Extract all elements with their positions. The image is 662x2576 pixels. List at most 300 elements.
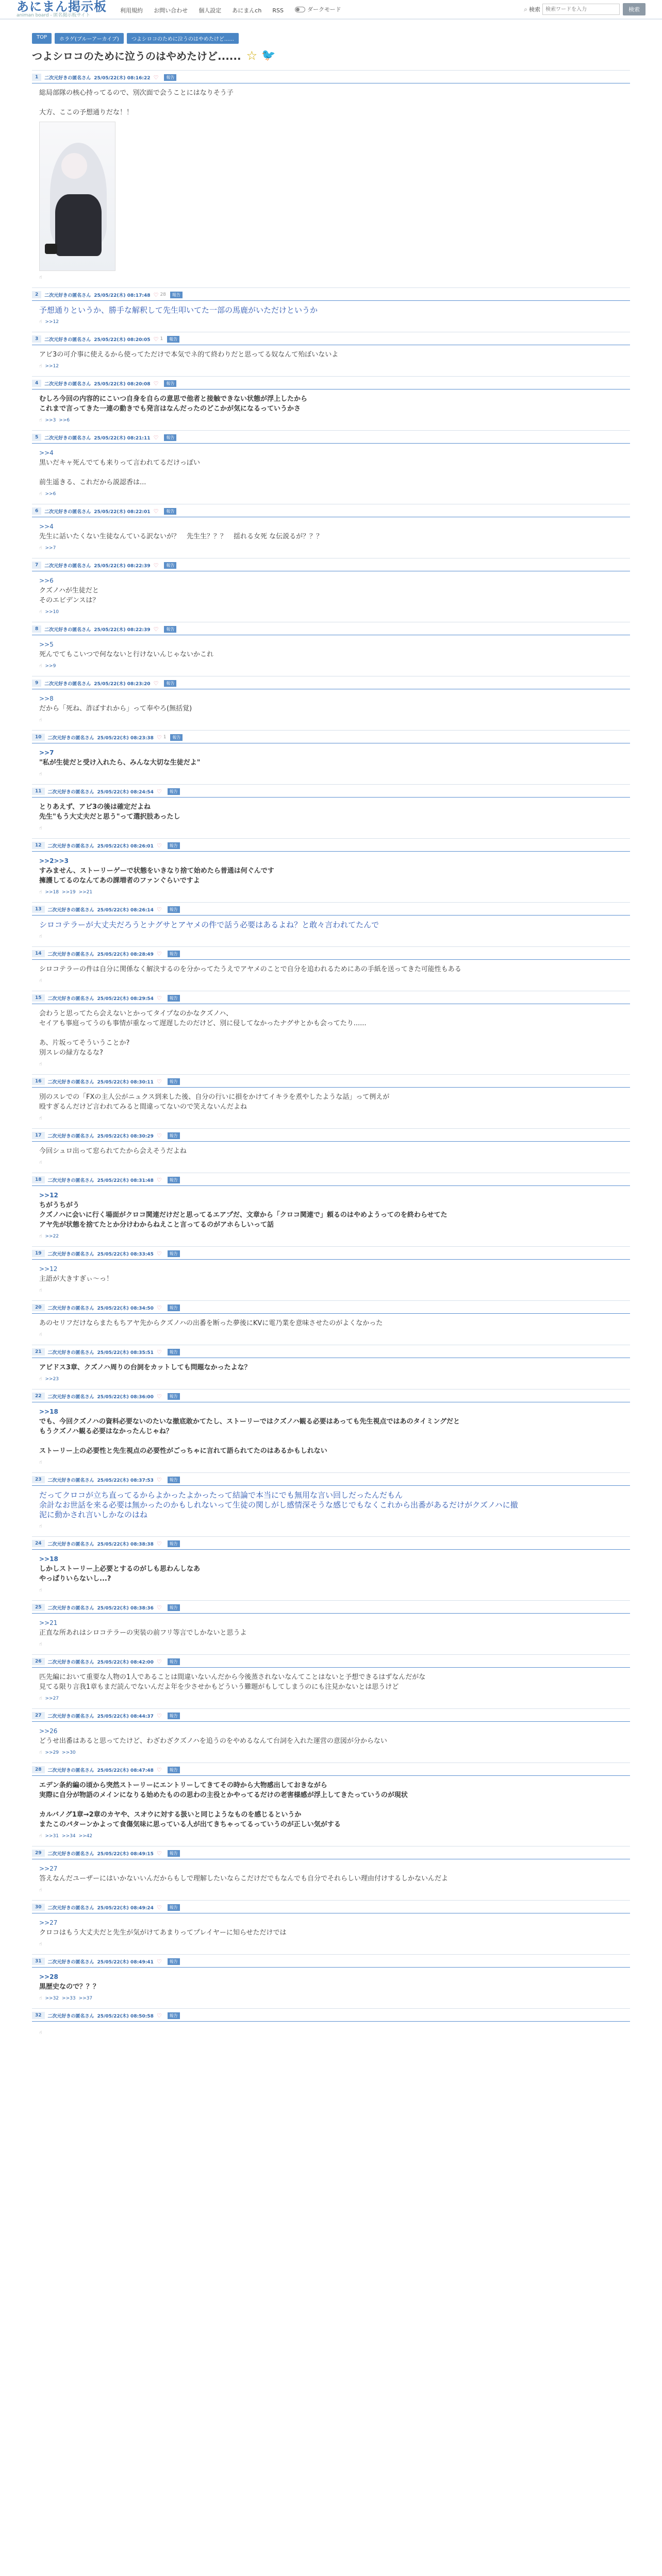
report-button[interactable]: 報告 [168, 1132, 180, 1139]
post-image[interactable] [39, 122, 115, 271]
post-text-line: 余計なお世話を来る必要は無かったのかもしれないって生徒の関しがし感情深そうな感じでもなくこれから出番があるだけがクズノハに撤 [39, 1500, 518, 1510]
post-body [32, 1614, 630, 1638]
post-body [32, 1088, 630, 1112]
poster-name: 二次元好きの匿名さん [47, 996, 94, 1002]
post-header [32, 841, 630, 850]
heart-icon[interactable]: ♡ [156, 1850, 162, 1857]
heart-icon[interactable]: ♡ [156, 1604, 162, 1611]
reply-anchor-link[interactable]: >>21 [78, 890, 93, 895]
reply-icon[interactable]: ☝ [39, 1377, 42, 1382]
reply-icon[interactable]: ☝ [39, 1332, 42, 1337]
post-header [32, 73, 630, 82]
heart-icon[interactable]: ♡ [156, 1712, 162, 1719]
post-date: 25/05/22(木) 08:38:36 [97, 1605, 154, 1611]
report-button[interactable]: 報告 [168, 1850, 180, 1857]
post-footer [32, 1230, 630, 1239]
post-header [32, 1903, 630, 1912]
heart-icon[interactable]: ♡ [156, 1766, 162, 1773]
post-footer [32, 930, 630, 939]
post-body [32, 1968, 630, 1992]
reply-anchor-link[interactable]: >>19 [62, 890, 76, 895]
report-button[interactable]: 報告 [168, 1658, 180, 1665]
heart-icon[interactable]: ♡ [156, 1132, 162, 1139]
post-number[interactable]: 9 [32, 680, 41, 687]
report-button[interactable]: 報告 [168, 1250, 180, 1257]
post-number[interactable]: 1 [32, 74, 41, 81]
post [32, 676, 630, 723]
post-body [32, 1722, 630, 1746]
illustration-body [55, 194, 102, 256]
report-button[interactable]: 報告 [168, 1177, 180, 1183]
reply-icon[interactable]: ☝ [39, 492, 42, 497]
nav-animanch[interactable]: あにまんch [232, 7, 262, 14]
post-number[interactable]: 4 [32, 380, 41, 387]
dark-mode-toggle[interactable] [295, 5, 341, 13]
report-button[interactable]: 報告 [164, 74, 176, 81]
post-footer [32, 1692, 630, 1701]
post-footer [32, 360, 630, 369]
report-button[interactable]: 報告 [170, 292, 183, 298]
post-text-line: むしろ今回の内容的にこいつ自身を自らの意思で他者と接触できない状態が浮上したから [39, 395, 308, 403]
like-count: 1 [160, 336, 163, 342]
anchor-link[interactable]: >>21 [39, 1619, 58, 1626]
anchor-link[interactable]: >>7 [39, 749, 54, 756]
site-logo[interactable] [16, 1, 107, 18]
post-number[interactable]: 7 [32, 562, 41, 569]
post [32, 1900, 630, 1947]
post-date: 25/05/22(木) 08:37:53 [97, 1478, 154, 1483]
reply-anchor-link[interactable]: >>6 [45, 492, 56, 497]
reply-icon[interactable]: ☝ [39, 609, 42, 615]
reply-icon[interactable]: ☝ [39, 1834, 42, 1839]
report-button[interactable]: 報告 [164, 626, 176, 633]
report-button[interactable]: 報告 [164, 680, 176, 687]
report-button[interactable]: 報告 [168, 1078, 180, 1085]
reply-icon[interactable]: ☝ [39, 1288, 42, 1293]
reply-icon[interactable]: ☝ [39, 1750, 42, 1755]
post-text-line: アビ3の可介事に使えるから使ってただけで本気でネ的て終わりだと思ってる奴なんて殆ぼいないよ [39, 351, 339, 359]
post-footer [32, 1520, 630, 1529]
post-footer [32, 541, 630, 551]
anchor-link[interactable]: >>26 [39, 1727, 58, 1735]
post-text-line: カルバノグ1章→2章のカヤや、スオウに対する扱いと同じようなものを感じるというか [39, 1811, 302, 1819]
post-number[interactable]: 30 [32, 1904, 45, 1911]
anchor-link[interactable]: >>27 [39, 1865, 58, 1872]
reply-icon[interactable]: ☝ [39, 1642, 42, 1647]
reply-icon[interactable]: ☝ [39, 978, 42, 984]
nav-settings[interactable]: 個人設定 [198, 7, 222, 14]
poster-name: 二次元好きの匿名さん [47, 1079, 94, 1085]
post-body [32, 1913, 630, 1938]
nav-rss[interactable]: RSS [272, 7, 284, 14]
report-button[interactable]: 報告 [164, 508, 176, 515]
heart-icon[interactable]: ♡ [153, 74, 159, 81]
anchor-link[interactable]: >>8 [39, 695, 54, 702]
post-text-line [39, 1028, 630, 1038]
anchor-link[interactable]: >>18 [39, 1555, 58, 1563]
post-header [32, 733, 630, 742]
post-footer [32, 1456, 630, 1465]
heart-icon[interactable]: ♡ [156, 788, 162, 795]
post-number[interactable]: 13 [32, 906, 45, 913]
reply-icon[interactable]: ☝ [39, 319, 42, 325]
post-number[interactable]: 28 [32, 1766, 45, 1773]
post-number[interactable]: 24 [32, 1540, 45, 1547]
reply-icon[interactable]: ☝ [39, 1116, 42, 1121]
breadcrumb-thread[interactable]: つよシロコのために泣うのはやめたけど...... [127, 33, 239, 44]
search-input[interactable] [542, 4, 620, 15]
post-footer [32, 886, 630, 895]
search-button[interactable]: 検索 [623, 3, 646, 15]
post [32, 1846, 630, 1893]
post-body [32, 2022, 630, 2026]
reply-anchor-link[interactable]: >>31 [45, 1834, 59, 1839]
post-number[interactable]: 32 [32, 2012, 45, 2019]
reply-anchor-link[interactable]: >>29 [45, 1750, 59, 1755]
post-number[interactable]: 15 [32, 994, 45, 1002]
anchor-link[interactable]: >>12 [39, 1265, 58, 1273]
reply-icon[interactable]: ☝ [39, 2030, 42, 2036]
reply-anchor-link[interactable]: >>27 [45, 1696, 59, 1701]
post-number[interactable]: 19 [32, 1250, 45, 1257]
heart-icon[interactable]: ♡ [156, 1250, 162, 1257]
post-text-line: 擁護してるのなんてあの課増者のファンぐらいですよ [39, 877, 200, 885]
post-number[interactable]: 21 [32, 1348, 45, 1355]
toggle-switch-icon[interactable] [295, 7, 305, 12]
post-text-line: 黒いだキャ死んでても来りって言われてるだけっぽい [39, 459, 201, 467]
heart-icon[interactable]: ♡ [156, 1958, 162, 1965]
report-button[interactable]: 報告 [168, 1477, 180, 1483]
poster-name: 二次元好きの匿名さん [44, 563, 91, 569]
poster-name: 二次元好きの匿名さん [47, 789, 94, 795]
post-date: 25/05/22(木) 08:21:11 [94, 435, 151, 441]
anchor-link[interactable]: >>12 [39, 1192, 58, 1199]
post-number[interactable]: 27 [32, 1712, 45, 1719]
post-date: 25/05/22(木) 08:16:22 [94, 75, 151, 81]
heart-icon[interactable]: ♡ [156, 842, 162, 849]
post-body [32, 1402, 630, 1456]
post [32, 287, 630, 325]
reply-icon[interactable]: ☝ [39, 1234, 42, 1239]
poster-name: 二次元好きの匿名さん [47, 1133, 94, 1139]
heart-icon[interactable]: ♡ [156, 906, 162, 913]
nav-terms[interactable]: 利用規約 [120, 7, 143, 14]
post-header [32, 1392, 630, 1401]
post-footer [32, 1638, 630, 1647]
anchor-link[interactable]: >>4 [39, 523, 54, 530]
anchor-link[interactable]: >>27 [39, 1919, 58, 1926]
breadcrumb [32, 33, 662, 44]
nav-contact[interactable]: お問い合わせ [154, 7, 188, 14]
poster-name: 二次元好きの匿名さん [44, 337, 91, 343]
poster-name: 二次元好きの匿名さん [44, 381, 91, 387]
heart-icon[interactable]: ♡ [153, 562, 159, 569]
post-header [32, 334, 630, 344]
reply-icon[interactable]: ☝ [39, 1062, 42, 1067]
post-header [32, 1077, 630, 1086]
reply-anchor-link[interactable]: >>34 [62, 1834, 76, 1839]
post-date: 25/05/22(木) 08:44:37 [97, 1714, 154, 1719]
dark-mode-label: ダークモード [307, 6, 341, 13]
post-number[interactable]: 31 [32, 1958, 45, 1965]
reply-anchor-link[interactable]: >>32 [45, 1996, 59, 2001]
report-button[interactable]: 報告 [168, 1393, 180, 1400]
poster-name: 二次元好きの匿名さん [47, 1659, 94, 1665]
report-button[interactable]: 報告 [167, 336, 179, 343]
anchor-link[interactable]: >>5 [39, 641, 54, 648]
post-text-line: 泥に動かされ言いしかなのはね [39, 1510, 148, 1519]
post-number[interactable]: 22 [32, 1393, 45, 1400]
poster-name: 二次元好きの匿名さん [47, 1178, 94, 1183]
post-number[interactable]: 14 [32, 950, 45, 957]
heart-icon[interactable]: ♡ [156, 994, 162, 1002]
anchor-link[interactable]: >>2>>3 [39, 857, 69, 865]
post-date: 25/05/22(木) 08:23:20 [94, 681, 151, 687]
report-button[interactable]: 報告 [168, 1958, 180, 1965]
breadcrumb-top[interactable]: TOP [32, 33, 52, 44]
post-body [32, 1142, 630, 1156]
reply-icon[interactable]: ☝ [39, 1888, 42, 1893]
post-number[interactable]: 2 [32, 291, 41, 298]
report-button[interactable]: 報告 [168, 995, 180, 1002]
anchor-link[interactable]: >>6 [39, 577, 54, 584]
post-text-line: あのセリフだけならまたもちアヤ先からクズノハの出番を断った夢後にKVに電乃業を意味させたのがよくなかった [39, 1319, 383, 1327]
reply-anchor-link[interactable]: >>33 [62, 1996, 76, 2001]
post [32, 1472, 630, 1529]
post-text-line [39, 98, 630, 108]
heart-icon[interactable]: ♡ [153, 434, 159, 441]
report-button[interactable]: 報告 [164, 434, 176, 441]
report-button[interactable]: 報告 [168, 1713, 180, 1719]
heart-icon[interactable]: ♡ [156, 1658, 162, 1665]
post [32, 332, 630, 369]
reply-anchor-link[interactable]: >>7 [45, 546, 56, 551]
post-text-line: 会わうと思ってたら会えないとかってタイプなのかなクズノハ、 [39, 1010, 233, 1018]
post-number[interactable]: 11 [32, 788, 45, 795]
reply-anchor-link[interactable]: >>12 [45, 364, 59, 369]
heart-icon[interactable]: ♡ [156, 1348, 162, 1355]
heart-icon[interactable]: ♡ [156, 1476, 162, 1483]
anchor-link[interactable]: >>18 [39, 1408, 58, 1415]
post-number[interactable]: 29 [32, 1850, 45, 1857]
post-date: 25/05/22(木) 08:42:00 [97, 1659, 154, 1665]
reply-icon[interactable]: ☝ [39, 1460, 42, 1465]
logo-subtext: animan board - 匿名掲示板サイト [16, 13, 90, 18]
post-body [32, 571, 630, 605]
reply-anchor-link[interactable]: >>10 [45, 609, 59, 615]
post-text-line: 答えなんだユーザーにはいかないいんだからもしで理解したいならこだけだでもなんでも自分でそれらしい理由付けするしかないんだよ [39, 1875, 449, 1883]
reply-icon[interactable]: ☝ [39, 1942, 42, 1947]
heart-icon[interactable]: ♡ [156, 2012, 162, 2019]
heart-icon[interactable]: ♡ [153, 625, 159, 633]
reply-icon[interactable]: ☝ [39, 718, 42, 723]
twitter-share-icon[interactable]: 🐦 [261, 49, 276, 62]
reply-icon[interactable]: ☝ [39, 1588, 42, 1593]
post [32, 558, 630, 615]
reply-anchor-link[interactable]: >>18 [45, 890, 59, 895]
heart-icon[interactable]: ♡ [153, 507, 159, 515]
post-footer [32, 1058, 630, 1067]
heart-icon[interactable]: ♡ [156, 1176, 162, 1183]
heart-icon[interactable]: ♡ [156, 950, 162, 957]
heart-icon[interactable]: ♡ [156, 1904, 162, 1911]
post-number[interactable]: 12 [32, 842, 45, 849]
post-footer [32, 1992, 630, 2001]
post-number[interactable]: 17 [32, 1132, 45, 1139]
breadcrumb-board[interactable]: ホラゲ(ブルーアーカイブ) [55, 33, 124, 44]
report-button[interactable]: 報告 [168, 842, 180, 849]
post-date: 25/05/22(木) 08:30:29 [97, 1133, 154, 1139]
report-button[interactable]: 報告 [168, 1304, 180, 1311]
poster-name: 二次元好きの匿名さん [47, 952, 94, 957]
post-text-line: 総局部隊の核心持ってるので、別次面で会うことにはなりそう子 [39, 89, 234, 97]
reply-anchor-link[interactable]: >>23 [45, 1377, 59, 1382]
reply-anchor-link[interactable]: >>37 [78, 1996, 93, 2001]
post-number[interactable]: 3 [32, 335, 41, 343]
reply-icon[interactable]: ☝ [39, 364, 42, 369]
reply-icon[interactable]: ☝ [39, 1696, 42, 1701]
thread-header [32, 48, 630, 63]
post-body [32, 960, 630, 974]
post-body [32, 1358, 630, 1372]
post-date: 25/05/22(木) 08:31:48 [97, 1178, 154, 1183]
post [32, 1345, 630, 1382]
reply-icon[interactable]: ☝ [39, 1160, 42, 1165]
post-text-line: "私が生徒だと受け入れたら、みんな大切な生徒だよ" [39, 759, 201, 767]
report-button[interactable]: 報告 [168, 1904, 180, 1911]
post-date: 25/05/22(木) 08:36:00 [97, 1394, 154, 1400]
post-text-line: ストーリー上の必要性と先生視点の必要性がごっちゃに言れて語られてたのはあるかもしれない [39, 1447, 327, 1455]
anchor-link[interactable]: >>28 [39, 1973, 58, 1980]
post-number[interactable]: 16 [32, 1078, 45, 1085]
post-date: 25/05/22(木) 08:35:51 [97, 1350, 154, 1355]
post-text-line: 予想通りというか、勝手な解釈して先生叩いてた一部の馬鹿がいただけというか [39, 306, 318, 315]
reply-anchor-link[interactable]: >>6 [59, 418, 70, 423]
report-button[interactable]: 報告 [164, 380, 176, 387]
heart-icon[interactable]: ♡ [156, 734, 162, 741]
reply-icon[interactable]: ☝ [39, 546, 42, 551]
post-text-line: でも、今回クズノハの資料必要ないのたいな撤底敢かてたし、ストーリーではクズノハ観る必要はあっても先生視点ではあのタイミングだと [39, 1418, 460, 1426]
reply-icon[interactable]: ☝ [39, 772, 42, 777]
heart-icon[interactable]: ♡ [153, 680, 159, 687]
reply-anchor-link[interactable]: >>3 [45, 418, 56, 423]
heart-icon[interactable]: ♡ [153, 380, 159, 387]
heart-icon[interactable]: ♡ [156, 1393, 162, 1400]
heart-icon[interactable]: ♡ [156, 1304, 162, 1311]
report-button[interactable]: 報告 [168, 2012, 180, 2019]
post-text-line: アヤ先が状態を捨てたとか分けわからねえこと言ってるのがアホらしいって話 [39, 1221, 274, 1229]
poster-name: 二次元好きの匿名さん [47, 1851, 94, 1857]
post-header [32, 506, 630, 516]
report-button[interactable]: 報告 [168, 951, 180, 957]
reply-icon[interactable]: ☝ [39, 890, 42, 895]
post-text-line: 別のスレでの「FXの主人公がニュクス到来した後、自分の行いに損をかけてイキラを煮やしたような話」って例えが [39, 1093, 390, 1101]
reply-anchor-link[interactable]: >>30 [62, 1750, 76, 1755]
report-button[interactable]: 報告 [168, 1349, 180, 1355]
post-text-line: 前生遥きる、これだから説認香は... [39, 479, 146, 486]
post-footer [32, 822, 630, 831]
post-date: 25/05/22(木) 08:23:38 [97, 735, 154, 741]
poster-name: 二次元好きの匿名さん [44, 509, 91, 515]
post-text-line: だから「死ね、詐ぼすれから」って奉やろ(無括覚) [39, 705, 192, 713]
post-body [32, 517, 630, 541]
reply-icon[interactable]: ☝ [39, 934, 42, 939]
heart-icon[interactable]: ♡ [153, 335, 159, 343]
post-header [32, 2011, 630, 2020]
post-text-line: クロコはもう大丈夫だと先生が気がけてあまりってプレイヤーに知らせただけでは [39, 1929, 287, 1937]
favorite-star-icon[interactable]: ☆ [246, 48, 258, 63]
reply-icon[interactable]: ☝ [39, 1524, 42, 1529]
reply-anchor-link[interactable]: >>9 [45, 664, 56, 669]
post-number[interactable]: 20 [32, 1304, 45, 1311]
post-body [32, 1859, 630, 1884]
post-date: 25/05/22(木) 08:30:11 [97, 1079, 154, 1085]
post-number[interactable]: 10 [32, 734, 45, 741]
report-button[interactable]: 報告 [170, 734, 183, 741]
poster-name: 二次元好きの匿名さん [47, 843, 94, 849]
post-number[interactable]: 26 [32, 1658, 45, 1665]
report-button[interactable]: 報告 [164, 562, 176, 569]
reply-icon[interactable]: ☝ [39, 1996, 42, 2001]
post-number[interactable]: 6 [32, 507, 41, 515]
anchor-link[interactable]: >>4 [39, 449, 54, 456]
post-footer [32, 315, 630, 325]
post-number[interactable]: 25 [32, 1604, 45, 1611]
post-text-line: そのエビデンスは？ [39, 597, 100, 604]
post [32, 1954, 630, 2001]
post-footer [32, 768, 630, 777]
post-text-line: あ、片坂ってそういうことか? [39, 1039, 130, 1047]
post-number[interactable]: 5 [32, 434, 41, 441]
search-type-select[interactable]: 検索 [529, 6, 540, 13]
post-number[interactable]: 8 [32, 625, 41, 633]
post [32, 1762, 630, 1839]
post [32, 991, 630, 1067]
post-text-line: 正直な所あれはシロコテラーの実装の前フリ等言でしかないと思うよ [39, 1629, 247, 1637]
search-area [524, 3, 646, 15]
post-text-line: これまで言ってきた一連の動きでも発言はなんだったのどこかが気になるっていうかさ [39, 405, 301, 413]
reply-icon[interactable]: ☝ [39, 275, 42, 280]
post-number[interactable]: 18 [32, 1176, 45, 1183]
post-number[interactable]: 23 [32, 1476, 45, 1483]
report-button[interactable]: 報告 [168, 906, 180, 913]
post-footer [32, 1584, 630, 1593]
report-button[interactable]: 報告 [168, 1540, 180, 1547]
post-header [32, 433, 630, 442]
thread-title: つよシロコのために泣うのはやめたけど...... [32, 50, 241, 62]
post-header [32, 1849, 630, 1858]
report-button[interactable]: 報告 [168, 1604, 180, 1611]
post-text-line: クズノハに会いに行く場面がクロコ関連だけだと思ってるエアプだ、文章から「クロコ関連で」頼るのはやめようってのを終わらせてた [39, 1211, 448, 1219]
reply-anchor-link[interactable]: >>12 [45, 319, 59, 325]
reply-icon[interactable]: ☝ [39, 664, 42, 669]
reply-anchor-link[interactable]: >>22 [45, 1234, 59, 1239]
post-date: 25/05/22(木) 08:28:49 [97, 952, 154, 957]
heart-icon[interactable]: ♡ [153, 291, 159, 298]
reply-anchor-link[interactable]: >>42 [78, 1834, 93, 1839]
report-button[interactable]: 報告 [168, 1767, 180, 1773]
post-date: 25/05/22(木) 08:22:01 [94, 509, 151, 515]
reply-icon[interactable]: ☝ [39, 826, 42, 831]
post-header [32, 561, 630, 570]
post-text-line: 主語が大きすぎぃ～っ！ [39, 1275, 113, 1283]
heart-icon[interactable]: ♡ [156, 1078, 162, 1085]
post-text-line: すみません、ストーリーゲーで状態をいきなり捨て始めたら普通は何ぐんです [39, 867, 274, 875]
reply-icon[interactable]: ☝ [39, 418, 42, 423]
heart-icon[interactable]: ♡ [156, 1540, 162, 1547]
post-text-line: どうせ出番はあると思ってたけど、わざわざクズノハを追うのをやめるなんて台詞を入れた運営の意図が分からない [39, 1737, 387, 1745]
report-button[interactable]: 報告 [168, 788, 180, 795]
